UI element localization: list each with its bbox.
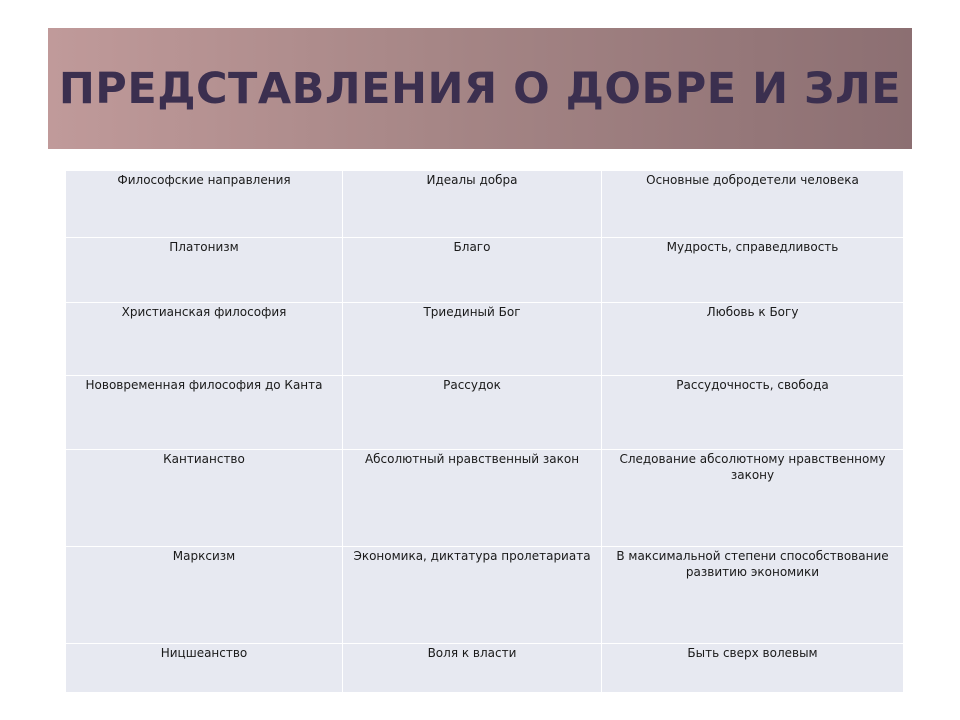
table-cell: В максимальной степени способствование развитию экономики [602,547,904,644]
table-cell: Нововременная философия до Канта [66,376,343,450]
table-cell: Благо [343,238,602,303]
table-cell: Марксизм [66,547,343,644]
table-cell: Экономика, диктатура пролетариата [343,547,602,644]
table-cell: Платонизм [66,238,343,303]
table-cell: Воля к власти [343,644,602,693]
table-cell: Рассудочность, свобода [602,376,904,450]
table-cell: Абсолютный нравственный закон [343,450,602,547]
comparison-table [65,170,903,692]
table-cell: Мудрость, справедливость [602,238,904,303]
page-title: ПРЕДСТАВЛЕНИЯ О ДОБРЕ И ЗЛЕ [58,63,902,114]
table-row [66,238,904,303]
title-banner [48,28,912,149]
table-cell: Следование абсолютному нравственному закону [602,450,904,547]
table-header-row [66,171,904,238]
table-row [66,547,904,644]
table-cell: Христианская философия [66,303,343,376]
table-row [66,644,904,693]
table-header-cell: Философские направления [66,171,343,238]
table-row [66,303,904,376]
table-cell: Быть сверх волевым [602,644,904,693]
table-cell: Ницшеанство [66,644,343,693]
table-header-cell: Основные добродетели человека [602,171,904,238]
table-cell: Любовь к Богу [602,303,904,376]
table-cell: Рассудок [343,376,602,450]
table-row [66,450,904,547]
table-cell: Триединый Бог [343,303,602,376]
table-row [66,376,904,450]
table-cell: Кантианство [66,450,343,547]
table-header-cell: Идеалы добра [343,171,602,238]
table [65,170,904,693]
